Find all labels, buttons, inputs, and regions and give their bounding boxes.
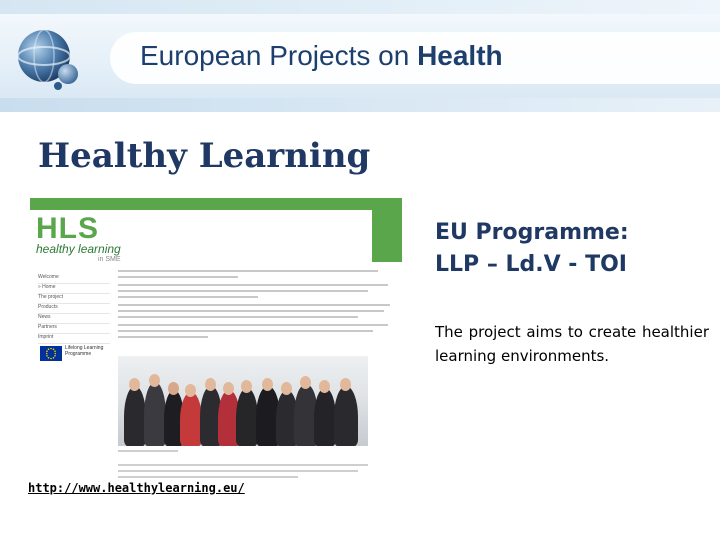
programme-line-1: EU Programme: bbox=[435, 220, 629, 245]
site-nav-products[interactable]: Products bbox=[38, 304, 110, 314]
site-logo bbox=[36, 212, 146, 272]
website-screenshot bbox=[30, 198, 402, 482]
lifelong-learning-logo bbox=[40, 344, 106, 364]
eu-flag-icon bbox=[40, 346, 62, 361]
lifelong-learning-label: Lifelong Learning Programme bbox=[65, 345, 104, 357]
slide-title: Healthy Learning bbox=[38, 136, 371, 176]
programme-description: The project aims to create healthier learning environments. bbox=[435, 323, 709, 365]
header-band-bottom bbox=[0, 98, 720, 112]
programme-line-2: LLP – Ld.V - TOI bbox=[435, 252, 627, 277]
site-nav-project[interactable]: The project bbox=[38, 294, 110, 304]
site-nav-imprint[interactable]: Imprint bbox=[38, 334, 110, 344]
globe-logo-icon bbox=[14, 28, 78, 92]
header-banner bbox=[0, 0, 720, 112]
site-topbar bbox=[30, 198, 402, 210]
site-body-text bbox=[118, 270, 394, 342]
site-nav-home[interactable]: » Home bbox=[38, 284, 110, 294]
site-logo-letters: HLS bbox=[36, 212, 99, 245]
site-nav-news[interactable]: News bbox=[38, 314, 110, 324]
site-logo-tag: in SME bbox=[98, 256, 121, 263]
site-logo-subtitle: healthy learning bbox=[36, 242, 121, 256]
site-nav-partners[interactable]: Partners bbox=[38, 324, 110, 334]
group-photo bbox=[118, 356, 368, 446]
programme-heading bbox=[435, 217, 629, 281]
project-website-link[interactable]: http://www.healthylearning.eu/ bbox=[28, 481, 245, 495]
header-title: European Projects on Health bbox=[140, 40, 503, 71]
site-nav-welcome[interactable]: Welcome bbox=[38, 274, 110, 284]
header-band-top bbox=[0, 0, 720, 14]
site-header-bar bbox=[372, 210, 402, 262]
